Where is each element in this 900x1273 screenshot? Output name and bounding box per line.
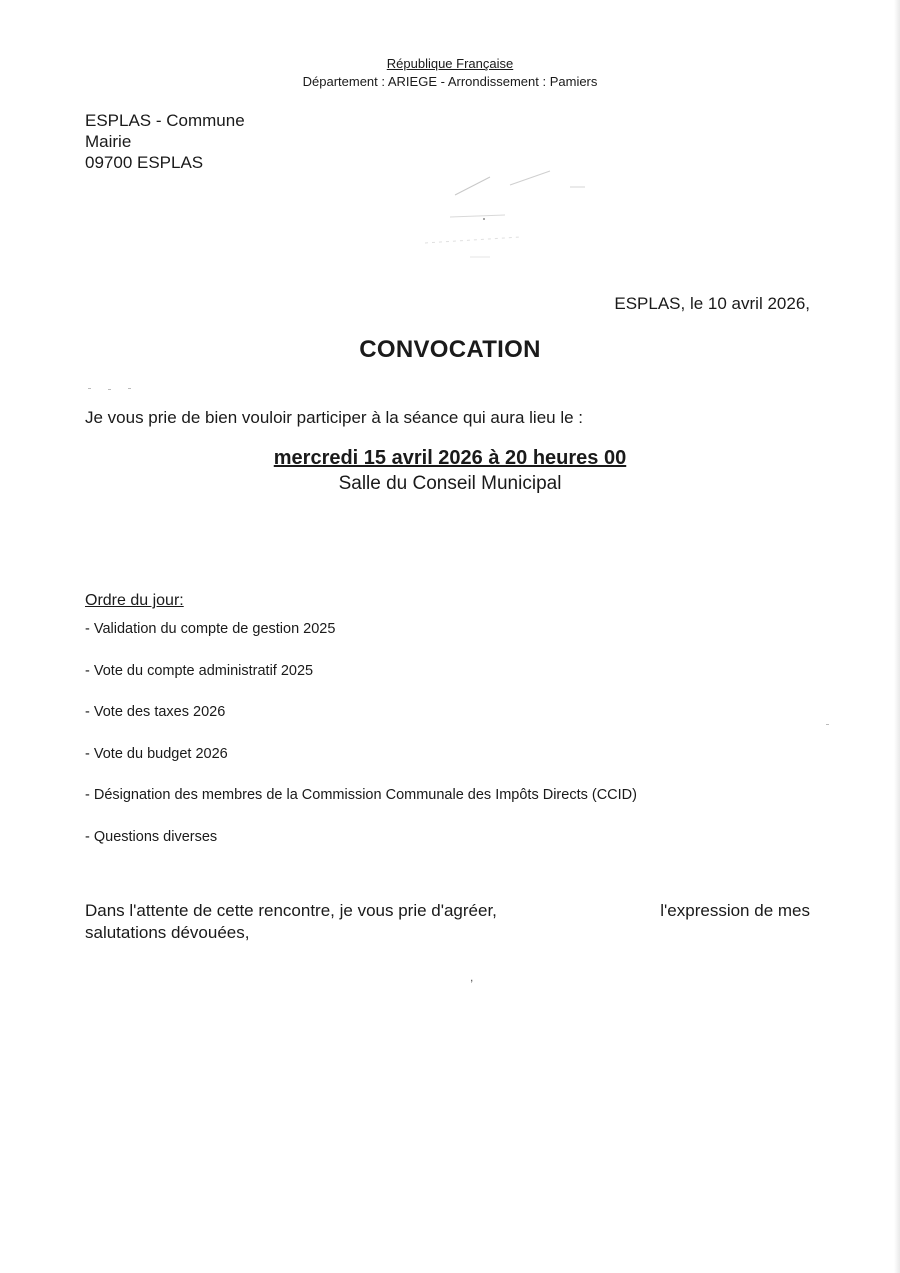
date-line: ESPLAS, le 10 avril 2026, [614,294,810,313]
sender-line-2: Mairie [85,132,132,151]
scan-speck [128,388,131,389]
scan-speck [88,388,91,389]
sender-address [85,110,245,173]
agenda-item: - Désignation des membres de la Commission Communale des Impôts Directs (CCID) [85,787,637,803]
scan-speck [108,389,111,390]
agenda-item: - Validation du compte de gestion 2025 [85,621,336,637]
sender-line-1: ESPLAS - Commune [85,111,245,130]
closing-text-part-2: l'expression de mes [660,901,810,920]
intro-text: Je vous prie de bien vouloir participer à la séance qui aura lieu le : [85,408,584,427]
meeting-datetime: mercredi 15 avril 2026 à 20 heures 00 [273,447,627,469]
department-line: Département : ARIEGE - Arrondissement : Pamiers [302,74,598,89]
stray-mark: , [470,970,474,984]
agenda-item: - Vote du compte administratif 2025 [85,662,314,679]
closing-text-part-1: Dans l'attente de cette rencontre, je vous prie d'agréer, [85,901,497,920]
meeting-location: Salle du Conseil Municipal [338,473,562,494]
document-header [0,55,900,91]
agenda-item: - Vote du budget 2026 [85,745,228,762]
page-edge-shadow [894,0,900,1273]
agenda-section [85,592,825,869]
republic-heading: République Française [386,56,514,71]
closing-text-line-2: salutations dévouées, [85,923,250,942]
agenda-list [85,620,825,869]
document-title: CONVOCATION [359,336,541,363]
meeting-details [0,445,900,497]
agenda-title: Ordre du jour: [85,592,184,609]
faint-scribble-mark [410,165,610,265]
agenda-item: - Questions diverses [85,828,218,845]
agenda-item: - Vote des taxes 2026 [85,704,226,720]
sender-line-3: 09700 ESPLAS [85,153,204,172]
scan-speck [826,724,829,725]
closing-paragraph [85,900,810,944]
